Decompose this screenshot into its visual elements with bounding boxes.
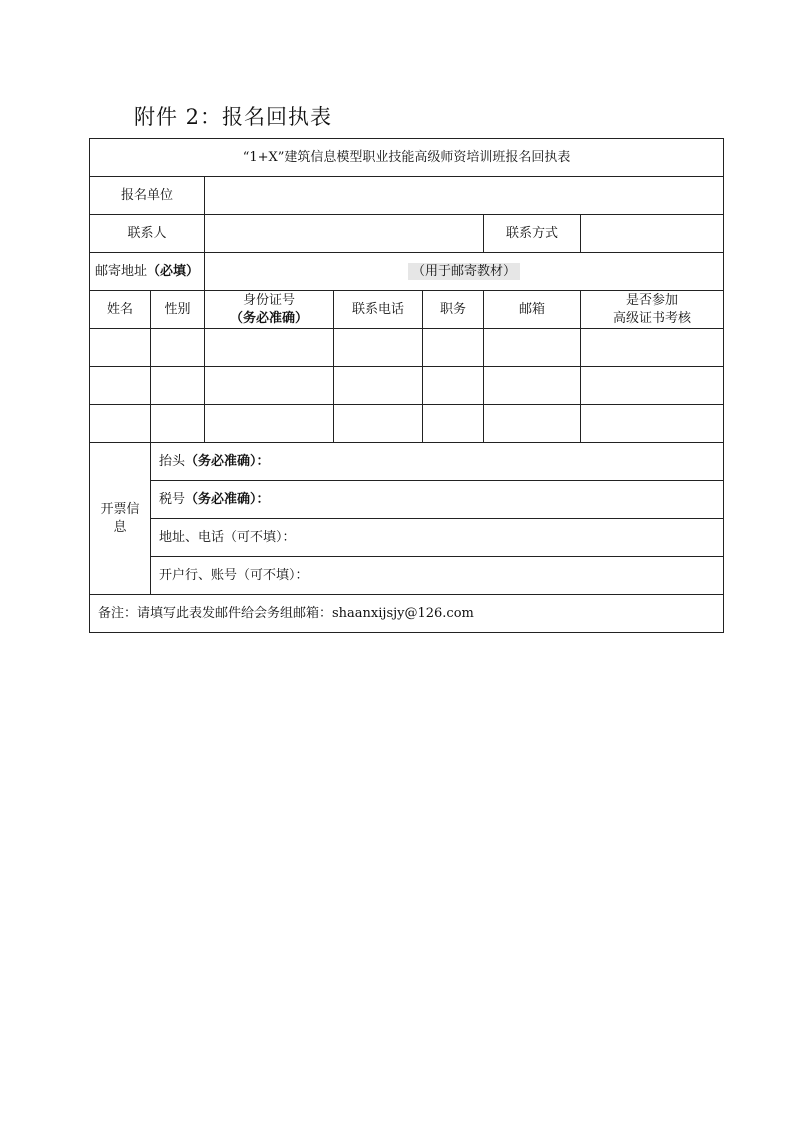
col-gender-header: 性别 [151, 291, 205, 329]
invoice-bank-row [90, 557, 724, 595]
attendee-gender-cell[interactable] [151, 405, 205, 443]
col-email-header: 邮箱 [484, 291, 581, 329]
address-row [90, 253, 724, 291]
invoice-title-row [90, 443, 724, 481]
invoice-title-field[interactable] [151, 443, 724, 481]
invoice-tax-note: （务必准确）： [185, 491, 270, 507]
attendee-name-cell[interactable] [90, 405, 151, 443]
col-id-header-line2: （务必准确） [229, 310, 308, 326]
attendee-row [90, 405, 724, 443]
title-row [90, 139, 724, 177]
attendee-row [90, 367, 724, 405]
attendee-gender-cell[interactable] [151, 367, 205, 405]
attendee-position-cell[interactable] [423, 367, 484, 405]
attendee-position-cell[interactable] [423, 329, 484, 367]
invoice-label-line1: 开票信 [100, 501, 140, 517]
col-exam-header-line1: 是否参加 [626, 292, 679, 308]
invoice-section-label [90, 443, 151, 595]
col-id-header-line1: 身份证号 [242, 292, 295, 308]
invoice-bank-field[interactable]: 开户行、账号（可不填）： [151, 557, 724, 595]
contact-input-cell[interactable] [205, 215, 484, 253]
invoice-tax-label: 税号 [159, 491, 186, 507]
invoice-tax-field[interactable] [151, 481, 724, 519]
attendee-id-cell[interactable] [205, 367, 334, 405]
attendee-gender-cell[interactable] [151, 329, 205, 367]
contact-method-input-cell[interactable] [581, 215, 724, 253]
attendee-exam-cell[interactable] [581, 405, 724, 443]
attendee-phone-cell[interactable] [334, 329, 423, 367]
attendee-phone-cell[interactable] [334, 367, 423, 405]
form-note: 备注：请填写此表发邮件给会务组邮箱：shaanxijsjy@126.com [90, 595, 724, 633]
address-hint: （用于邮寄教材） [408, 263, 520, 280]
col-name-header: 姓名 [90, 291, 151, 329]
attendee-name-cell[interactable] [90, 367, 151, 405]
attendee-position-cell[interactable] [423, 405, 484, 443]
contact-label: 联系人 [90, 215, 205, 253]
col-exam-header [581, 291, 724, 329]
address-label: 邮寄地址 [94, 263, 147, 279]
attendee-exam-cell[interactable] [581, 367, 724, 405]
attendee-row [90, 329, 724, 367]
invoice-title-label: 抬头 [159, 453, 186, 469]
col-id-header [205, 291, 334, 329]
invoice-label-line2: 息 [113, 519, 127, 535]
address-required-note: （必填） [147, 263, 200, 279]
invoice-tax-row [90, 481, 724, 519]
unit-label: 报名单位 [90, 177, 205, 215]
invoice-address-field[interactable]: 地址、电话（可不填）： [151, 519, 724, 557]
attendee-phone-cell[interactable] [334, 405, 423, 443]
col-exam-header-line2: 高级证书考核 [613, 310, 692, 326]
page-heading: 附件 2：报名回执表 [134, 105, 333, 129]
attendee-email-cell[interactable] [484, 329, 581, 367]
attendee-exam-cell[interactable] [581, 329, 724, 367]
contact-row [90, 215, 724, 253]
registration-form-table [89, 138, 724, 633]
note-row [90, 595, 724, 633]
attendee-name-cell[interactable] [90, 329, 151, 367]
form-title: “1+X”建筑信息模型职业技能高级师资培训班报名回执表 [90, 139, 724, 177]
attendee-email-cell[interactable] [484, 367, 581, 405]
column-header-row [90, 291, 724, 329]
attendee-email-cell[interactable] [484, 405, 581, 443]
contact-method-label: 联系方式 [484, 215, 581, 253]
unit-input-cell[interactable] [205, 177, 724, 215]
address-label-cell [90, 253, 205, 291]
col-position-header: 职务 [423, 291, 484, 329]
col-phone-header: 联系电话 [334, 291, 423, 329]
invoice-title-note: （务必准确）： [185, 453, 270, 469]
unit-row [90, 177, 724, 215]
address-input-cell[interactable] [205, 253, 724, 291]
attendee-id-cell[interactable] [205, 329, 334, 367]
attendee-id-cell[interactable] [205, 405, 334, 443]
invoice-address-row [90, 519, 724, 557]
